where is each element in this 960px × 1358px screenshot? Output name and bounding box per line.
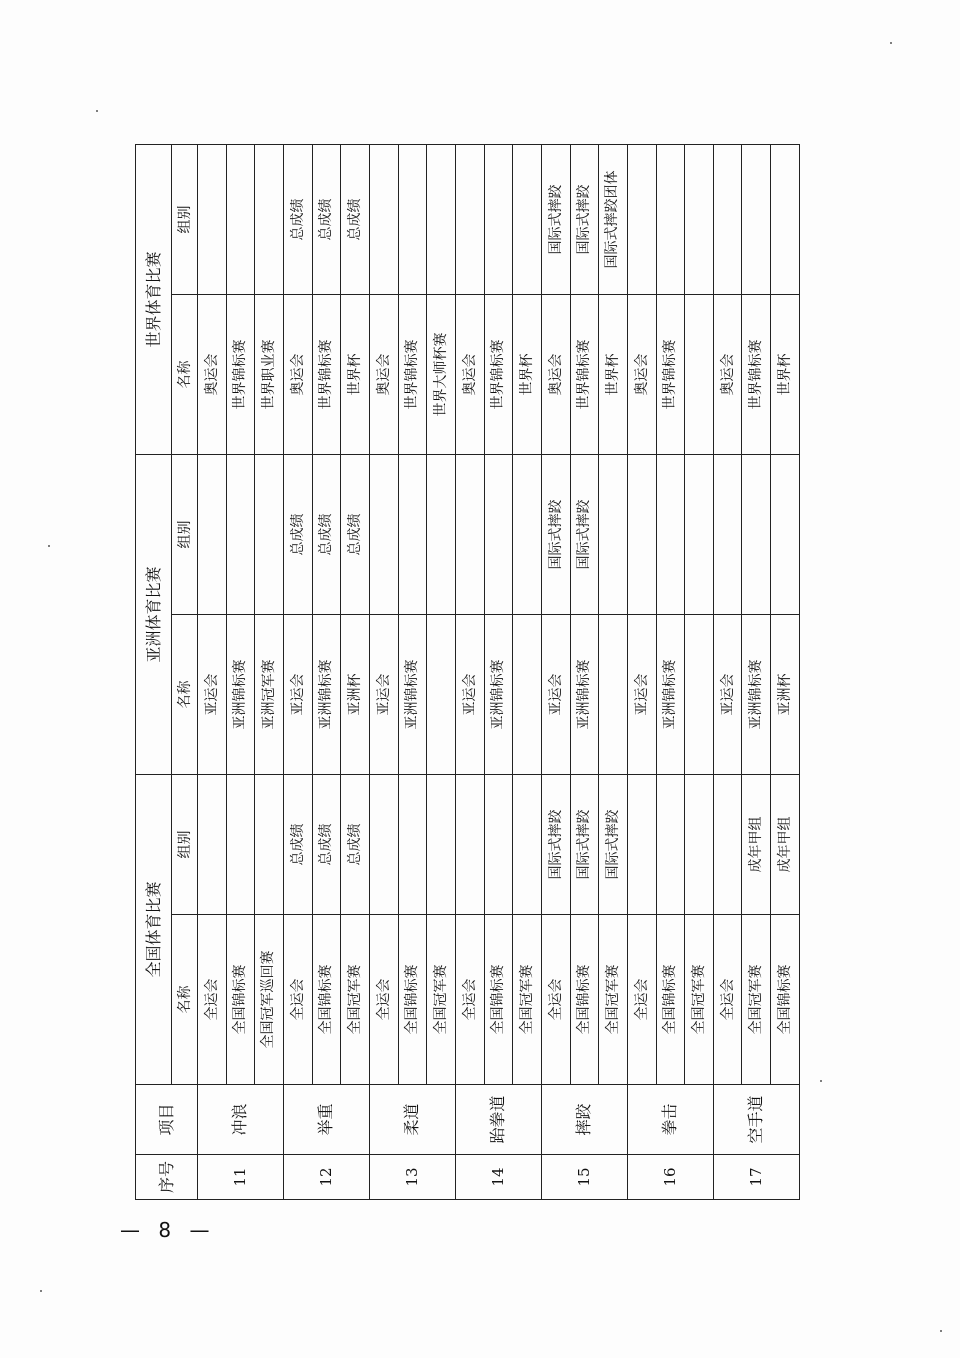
cell-world-name: 世界杯 [513, 294, 542, 454]
cell-asian-name: 亚洲杯 [771, 614, 800, 774]
cell-world-group: 总成绩 [312, 144, 341, 294]
cell-sport: 冲浪 [198, 1085, 284, 1155]
cell-sport: 跆拳道 [455, 1085, 541, 1155]
cell-world-group [713, 144, 742, 294]
cell-seq: 12 [283, 1155, 369, 1200]
cell-sport: 举重 [283, 1085, 369, 1155]
table-row [570, 144, 599, 1199]
table-row [484, 144, 513, 1199]
cell-world-group: 总成绩 [341, 144, 370, 294]
cell-world-name: 世界锦标赛 [742, 294, 771, 454]
table-row [427, 144, 456, 1199]
cell-national-name: 全运会 [455, 915, 484, 1085]
cell-national-group: 国际式摔跤 [570, 774, 599, 914]
table-row [341, 144, 370, 1199]
cell-national-name: 全国冠军巡回赛 [255, 915, 284, 1085]
table-row [599, 144, 628, 1199]
cell-world-group: 国际式摔跤 [570, 144, 599, 294]
table-row [656, 144, 685, 1199]
cell-national-group: 成年甲组 [771, 774, 800, 914]
cell-seq: 14 [455, 1155, 541, 1200]
header-world-name: 名称 [172, 294, 198, 454]
cell-national-group [427, 774, 456, 914]
cell-seq: 15 [541, 1155, 627, 1200]
cell-national-group: 总成绩 [312, 774, 341, 914]
cell-world-group [427, 144, 456, 294]
table-row [455, 144, 484, 1199]
cell-national-group: 国际式摔跤 [541, 774, 570, 914]
header-asian: 亚洲体育比赛 [136, 454, 172, 774]
cell-asian-name: 亚运会 [541, 614, 570, 774]
cell-asian-name: 亚洲锦标赛 [570, 614, 599, 774]
cell-national-name: 全国锦标赛 [484, 915, 513, 1085]
cell-national-group [513, 774, 542, 914]
scan-speck [940, 1330, 942, 1332]
cell-national-name: 全运会 [198, 915, 227, 1085]
header-asian-name: 名称 [172, 614, 198, 774]
scan-speck [40, 1290, 42, 1292]
cell-national-name: 全国冠军赛 [742, 915, 771, 1085]
cell-asian-group [599, 454, 628, 614]
cell-national-group [398, 774, 427, 914]
cell-national-group [255, 774, 284, 914]
cell-world-group [198, 144, 227, 294]
cell-world-name: 奥运会 [627, 294, 656, 454]
cell-national-name: 全运会 [369, 915, 398, 1085]
cell-national-name: 全国冠军赛 [427, 915, 456, 1085]
cell-asian-group: 国际式摔跤 [541, 454, 570, 614]
cell-world-name: 奥运会 [713, 294, 742, 454]
cell-asian-group: 国际式摔跤 [570, 454, 599, 614]
cell-world-group [771, 144, 800, 294]
cell-world-group [685, 144, 714, 294]
cell-sport: 空手道 [713, 1085, 799, 1155]
header-world-group: 组别 [172, 144, 198, 294]
cell-asian-name: 亚运会 [198, 614, 227, 774]
cell-national-name: 全国冠军赛 [341, 915, 370, 1085]
cell-world-group: 总成绩 [283, 144, 312, 294]
cell-asian-name: 亚运会 [713, 614, 742, 774]
rotated-table-container [135, 145, 800, 1200]
cell-world-group [656, 144, 685, 294]
cell-national-name: 全国冠军赛 [685, 915, 714, 1085]
cell-asian-name [427, 614, 456, 774]
cell-national-name: 全国锦标赛 [656, 915, 685, 1085]
cell-world-name: 世界锦标赛 [226, 294, 255, 454]
table-row [513, 144, 542, 1199]
competition-table [135, 144, 800, 1200]
cell-national-group [656, 774, 685, 914]
cell-world-group [627, 144, 656, 294]
cell-national-name: 全国锦标赛 [398, 915, 427, 1085]
cell-seq: 17 [713, 1155, 799, 1200]
cell-world-group [369, 144, 398, 294]
cell-asian-group [455, 454, 484, 614]
cell-world-name: 世界锦标赛 [312, 294, 341, 454]
table-row [255, 144, 284, 1199]
cell-asian-group [713, 454, 742, 614]
cell-asian-name: 亚洲杯 [341, 614, 370, 774]
cell-asian-name: 亚运会 [369, 614, 398, 774]
table-row [369, 144, 398, 1199]
header-national-name: 名称 [172, 915, 198, 1085]
cell-asian-name: 亚洲锦标赛 [656, 614, 685, 774]
cell-world-name: 奥运会 [283, 294, 312, 454]
table-row [541, 144, 570, 1199]
cell-world-name: 世界杯 [599, 294, 628, 454]
cell-national-group: 国际式摔跤 [599, 774, 628, 914]
cell-asian-group: 总成绩 [283, 454, 312, 614]
table-row [771, 144, 800, 1199]
cell-world-group [513, 144, 542, 294]
cell-world-name: 奥运会 [541, 294, 570, 454]
cell-sport: 拳击 [627, 1085, 713, 1155]
cell-asian-name: 亚洲锦标赛 [226, 614, 255, 774]
cell-asian-name: 亚洲锦标赛 [312, 614, 341, 774]
cell-world-group: 国际式摔跤 [541, 144, 570, 294]
cell-seq: 13 [369, 1155, 455, 1200]
cell-asian-group [513, 454, 542, 614]
cell-national-group: 总成绩 [283, 774, 312, 914]
cell-asian-name: 亚洲锦标赛 [484, 614, 513, 774]
cell-national-name: 全国冠军赛 [599, 915, 628, 1085]
cell-national-name: 全国冠军赛 [513, 915, 542, 1085]
cell-national-group [455, 774, 484, 914]
cell-asian-group [398, 454, 427, 614]
cell-asian-group: 总成绩 [312, 454, 341, 614]
cell-national-name: 全国锦标赛 [312, 915, 341, 1085]
cell-world-group [484, 144, 513, 294]
cell-national-name: 全运会 [541, 915, 570, 1085]
cell-national-group: 总成绩 [341, 774, 370, 914]
table-row [312, 144, 341, 1199]
cell-world-name: 奥运会 [369, 294, 398, 454]
cell-seq: 16 [627, 1155, 713, 1200]
cell-world-group: 国际式摔跤团体 [599, 144, 628, 294]
header-world: 世界体育比赛 [136, 144, 172, 454]
table-row [398, 144, 427, 1199]
cell-national-group [369, 774, 398, 914]
cell-asian-group [484, 454, 513, 614]
cell-world-name [685, 294, 714, 454]
table-row [713, 144, 742, 1199]
cell-world-name: 奥运会 [198, 294, 227, 454]
cell-world-name: 世界大师杯赛 [427, 294, 456, 454]
header-national: 全国体育比赛 [136, 774, 172, 1084]
cell-asian-name: 亚运会 [283, 614, 312, 774]
cell-national-name: 全运会 [283, 915, 312, 1085]
cell-sport: 摔跤 [541, 1085, 627, 1155]
table-row [198, 144, 227, 1199]
cell-national-group [484, 774, 513, 914]
cell-asian-name: 亚洲锦标赛 [398, 614, 427, 774]
page-number: — 8 — [120, 1218, 216, 1242]
cell-asian-group [742, 454, 771, 614]
header-asian-group: 组别 [172, 454, 198, 614]
cell-national-group [713, 774, 742, 914]
cell-world-group [226, 144, 255, 294]
cell-world-group [455, 144, 484, 294]
cell-asian-name: 亚运会 [455, 614, 484, 774]
cell-national-name: 全国锦标赛 [771, 915, 800, 1085]
cell-asian-name [685, 614, 714, 774]
cell-national-group [198, 774, 227, 914]
table-row [742, 144, 771, 1199]
cell-world-name: 世界杯 [771, 294, 800, 454]
cell-world-name: 世界锦标赛 [656, 294, 685, 454]
header-national-group: 组别 [172, 774, 198, 914]
table-row [627, 144, 656, 1199]
cell-national-group [226, 774, 255, 914]
cell-national-group: 成年甲组 [742, 774, 771, 914]
cell-asian-name [599, 614, 628, 774]
cell-world-name: 奥运会 [455, 294, 484, 454]
cell-national-group [685, 774, 714, 914]
cell-asian-group [255, 454, 284, 614]
cell-asian-name: 亚洲锦标赛 [742, 614, 771, 774]
table-row [283, 144, 312, 1199]
cell-world-group [398, 144, 427, 294]
cell-asian-group [771, 454, 800, 614]
cell-asian-group [656, 454, 685, 614]
scan-speck [48, 545, 50, 547]
cell-sport: 柔道 [369, 1085, 455, 1155]
cell-world-name: 世界锦标赛 [484, 294, 513, 454]
header-seq: 序号 [136, 1155, 198, 1200]
cell-asian-name: 亚洲冠军赛 [255, 614, 284, 774]
cell-asian-name: 亚运会 [627, 614, 656, 774]
cell-national-group [627, 774, 656, 914]
cell-asian-group [226, 454, 255, 614]
cell-world-name: 世界锦标赛 [570, 294, 599, 454]
cell-world-name: 世界职业赛 [255, 294, 284, 454]
table-row [226, 144, 255, 1199]
cell-asian-group [369, 454, 398, 614]
cell-world-name: 世界锦标赛 [398, 294, 427, 454]
cell-asian-group [427, 454, 456, 614]
cell-national-name: 全运会 [627, 915, 656, 1085]
cell-national-name: 全国锦标赛 [226, 915, 255, 1085]
cell-national-name: 全国锦标赛 [570, 915, 599, 1085]
cell-world-group [742, 144, 771, 294]
table-row [685, 144, 714, 1199]
cell-asian-group [685, 454, 714, 614]
cell-asian-group [198, 454, 227, 614]
cell-asian-group: 总成绩 [341, 454, 370, 614]
cell-world-group [255, 144, 284, 294]
header-project: 项目 [136, 1085, 198, 1155]
scan-speck [96, 110, 98, 112]
cell-national-name: 全运会 [713, 915, 742, 1085]
cell-asian-name [513, 614, 542, 774]
scan-speck [890, 42, 892, 44]
cell-asian-group [627, 454, 656, 614]
table-body [198, 144, 800, 1199]
cell-world-name: 世界杯 [341, 294, 370, 454]
cell-seq: 11 [198, 1155, 284, 1200]
scan-speck [820, 1080, 822, 1082]
